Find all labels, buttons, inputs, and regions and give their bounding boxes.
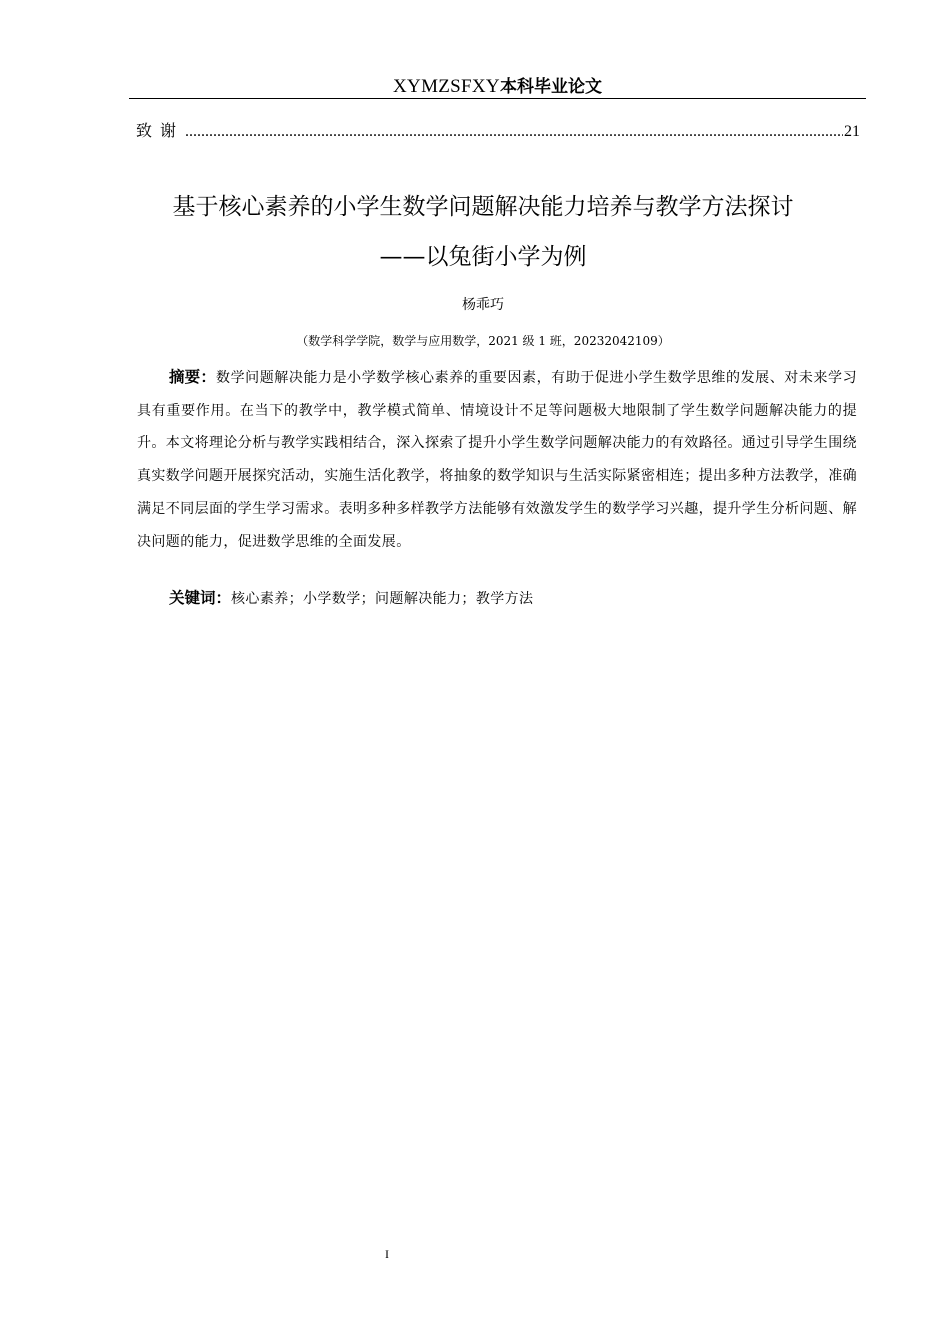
paper-subtitle: ——以兔街小学为例	[379, 244, 587, 270]
toc-page-number: 21	[844, 123, 860, 140]
header-latin: XYMZSFXY	[393, 76, 500, 97]
abstract-text: 数学问题解决能力是小学数学核心素养的重要因素，有助于促进小学生数学思维的发展、对未来学习具有重要作用。在当下的教学中，教学模式简单、情境设计不足等问题极大地限制了学生数学问题解决能力的提升。本文将理论分析与教学实践相结合，深入探索了提升小学生数学问题解决能力的有效路径。通过引导学生围绕真实数学问题开展探究活动，实施生活化教学，将抽象的数学知识与生活实际紧密相连；提出多种方法教学，准确满足不同层面的学生学习需求。表明多种多样教学方法能够有效激发学生的数学学习兴趣，提升学生分析问题、解决问题的能力，促进数学思维的全面发展。	[137, 370, 857, 550]
keywords-line	[169, 582, 859, 615]
running-header	[129, 72, 866, 98]
page-number: I	[385, 1247, 389, 1261]
keywords-label: 关键词：	[169, 589, 232, 607]
paper-title: 基于核心素养的小学生数学问题解决能力培养与教学方法探讨	[172, 194, 794, 220]
toc-label: 致谢	[136, 123, 185, 140]
abstract-paragraph	[137, 361, 857, 558]
toc-entry[interactable]	[136, 118, 860, 140]
author-affiliation: （数学科学学院，数学与应用数学，2021 级 1 班，20232042109）	[296, 334, 670, 348]
abstract-label: 摘要：	[169, 368, 217, 386]
header-rule	[129, 98, 866, 99]
header-chinese: 本科毕业论文	[499, 77, 602, 97]
author-name: 杨乖巧	[462, 297, 504, 313]
toc-leader-dots	[185, 123, 843, 141]
keywords-text: 核心素养；小学数学；问题解决能力；教学方法	[231, 591, 534, 607]
